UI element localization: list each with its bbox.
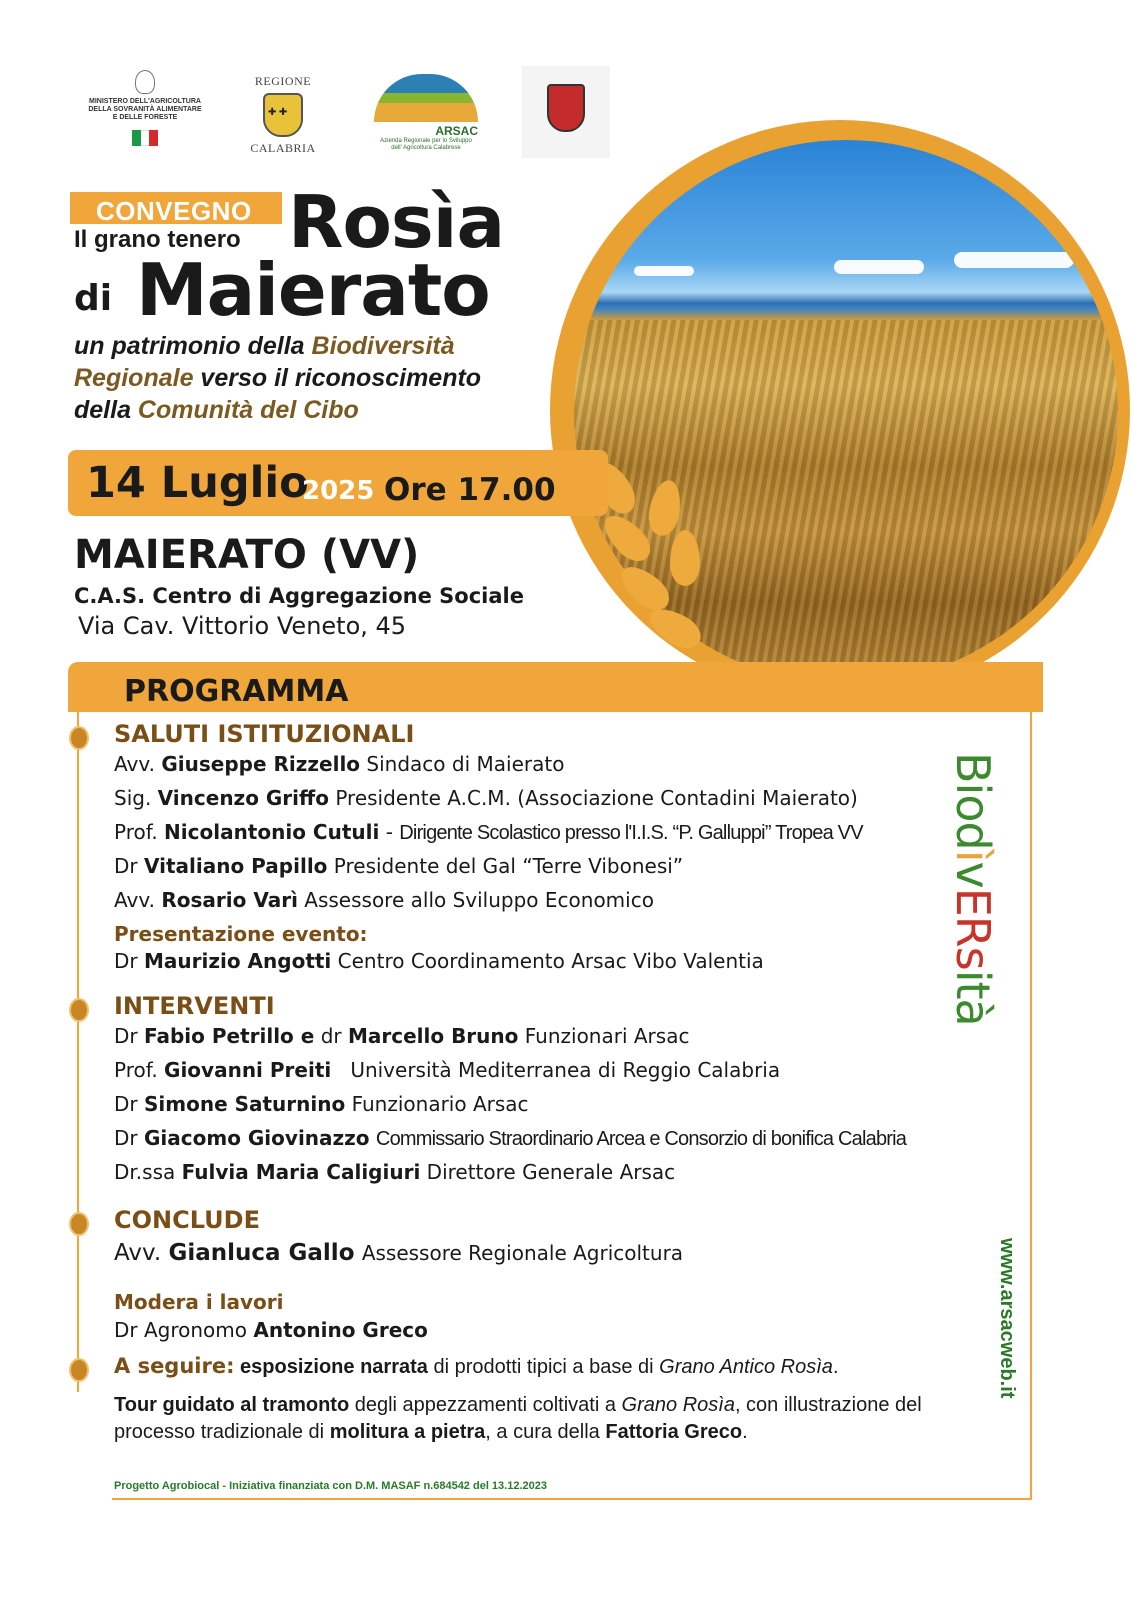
interventi-title: INTERVENTI xyxy=(114,992,275,1020)
ministry-name: MINISTERO DELL'AGRICOLTURA DELLA SOVRANITÀ ALIMENTARE E DELLE FORESTE xyxy=(88,98,202,121)
grain-bullet-icon xyxy=(69,998,89,1022)
event-address: Via Cav. Vittorio Veneto, 45 xyxy=(78,612,407,640)
interventi-row: Dr Giacomo Giovinazzo Commissario Straordinario Arcea e Consorzio di bonifica Calabria xyxy=(114,1126,907,1150)
municipal-shield-icon xyxy=(547,84,585,132)
saluti-row: Sig. Vincenzo Griffo Presidente A.C.M. (Associazione Contadini Maierato) xyxy=(114,786,858,810)
interventi-row: Dr Fabio Petrillo e dr Marcello Bruno Funzionari Arsac xyxy=(114,1024,690,1048)
arsac-logo: ARSAC Azienda Regionale per lo Sviluppo dell' Agricoltura Calabrese xyxy=(368,74,484,152)
republic-emblem-icon xyxy=(135,70,155,94)
event-time: Ore 17.00 xyxy=(384,472,556,508)
regione-calabria-logo: REGIONE ✚ ✚ CALABRIA xyxy=(248,74,318,156)
presentazione-label: Presentazione evento: xyxy=(114,922,368,946)
frame-left-line xyxy=(77,712,79,1392)
saluti-row: Avv. Rosario Varì Assessore allo Sviluppo Economico xyxy=(114,888,654,912)
maierato-crest-logo xyxy=(522,66,610,158)
event-tagline: un patrimonio della Biodiversità Regionale verso il riconoscimento della Comunità del Cibo xyxy=(74,332,482,424)
interventi-row: Prof. Giovanni Preiti Università Mediterranea di Reggio Calabria xyxy=(114,1058,781,1082)
convegno-label: CONVEGNO xyxy=(96,196,252,226)
programma-title: PROGRAMMA xyxy=(124,674,349,709)
frame-right-line xyxy=(1030,712,1032,1500)
modera-title: Modera i lavori xyxy=(114,1290,284,1314)
website-link[interactable]: www.arsacweb.it xyxy=(996,1238,1018,1399)
grain-bullet-icon xyxy=(69,1212,89,1236)
grain-bullet-icon xyxy=(69,726,89,750)
event-city: MAIERATO (VV) xyxy=(74,532,420,578)
saluti-row: Prof. Nicolantonio Cutuli - Dirigente Scolastico presso l'I.I.S. “P. Galluppi” Tropea VV xyxy=(114,820,863,844)
title-pretitle: Il grano tenero xyxy=(74,226,241,253)
event-day: 14 Luglio xyxy=(86,458,309,508)
presentazione-row: Dr Maurizio Angotti Centro Coordinamento Arsac Vibo Valentia xyxy=(114,949,764,973)
title-di: di xyxy=(74,278,113,319)
interventi-row: Dr.ssa Fulvia Maria Caligiuri Direttore Generale Arsac xyxy=(114,1160,676,1184)
ministry-logo xyxy=(80,70,210,146)
grain-bullet-icon xyxy=(69,1358,89,1382)
interventi-row: Dr Simone Saturnino Funzionario Arsac xyxy=(114,1092,529,1116)
a-seguire-text: A seguire: esposizione narrata di prodotti tipici a base di Grano Antico Rosìa. xyxy=(114,1354,839,1378)
saluti-row: Dr Vitaliano Papillo Presidente del Gal “Terre Vibonesi” xyxy=(114,854,684,878)
italian-flag-icon xyxy=(132,130,158,146)
title-maierato: Maierato xyxy=(136,248,490,332)
saluti-title: SALUTI ISTITUZIONALI xyxy=(114,720,415,748)
arsac-hills-icon xyxy=(374,74,478,122)
event-year: 2025 xyxy=(302,476,375,506)
footer-credit: Progetto Agrobiocal - Iniziativa finanziata con D.M. MASAF n.684542 del 13.12.2023 xyxy=(114,1480,547,1492)
frame-bottom-line xyxy=(112,1498,1032,1500)
regione-shield-icon xyxy=(263,93,303,137)
biodiversita-brand-logo: BiodìvERsità xyxy=(946,752,1000,1026)
conclude-title: CONCLUDE xyxy=(114,1206,260,1234)
wheat-ear-icon xyxy=(590,460,730,670)
saluti-row: Avv. Giuseppe Rizzello Sindaco di Maierato xyxy=(114,752,565,776)
tour-text: Tour guidato al tramonto degli appezzamenti coltivati a Grano Rosìa, con illustrazione del processo tradizionale di molitura a pietra, a cura della Fattoria Greco. xyxy=(114,1394,922,1443)
modera-row: Dr Agronomo Antonino Greco xyxy=(114,1318,428,1342)
conclude-row: Avv. Gianluca Gallo Assessore Regionale Agricoltura xyxy=(114,1240,684,1266)
title-rosia: Rosìa xyxy=(288,180,505,264)
event-venue: C.A.S. Centro di Aggregazione Sociale xyxy=(74,584,524,608)
